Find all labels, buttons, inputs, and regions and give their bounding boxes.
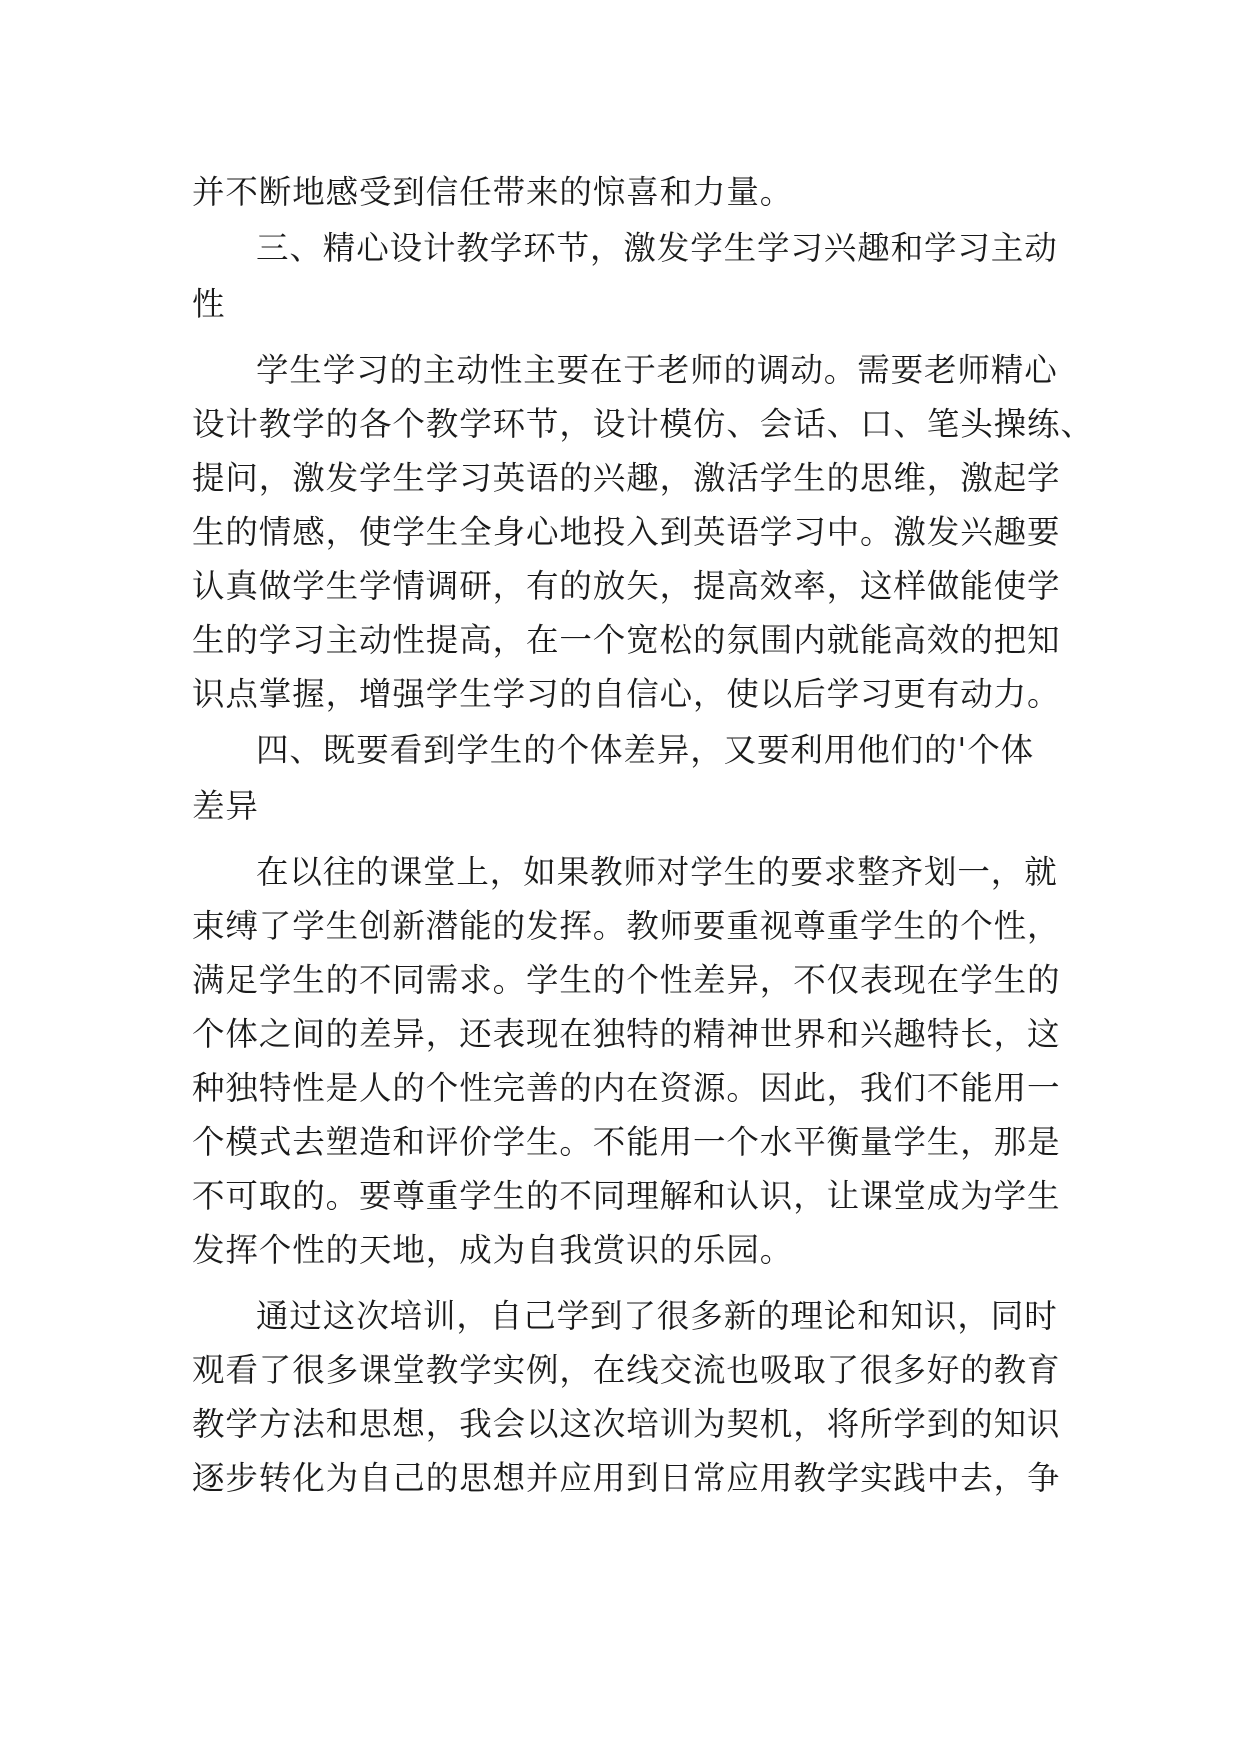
text-line: 个体之间的差异，还表现在独特的精神世界和兴趣特长，这 — [192, 1015, 1061, 1053]
text-line: 认真做学生学情调研，有的放矢，提高效率，这样做能使学 — [192, 567, 1061, 605]
text-line: 学生学习的主动性主要在于老师的调动。需要老师精心 — [256, 351, 1058, 389]
text-line: 教学方法和思想，我会以这次培训为契机，将所学到的知识 — [192, 1405, 1061, 1443]
text-line: 束缚了学生创新潜能的发挥。教师要重视尊重学生的个性， — [192, 907, 1061, 945]
text-line: 识点掌握，增强学生学习的自信心，使以后学习更有动力。 — [192, 675, 1061, 713]
section-heading-4-cont: 差异 — [192, 787, 259, 825]
text-line: 并不断地感受到信任带来的惊喜和力量。 — [192, 173, 794, 211]
text-line: 不可取的。要尊重学生的不同理解和认识，让课堂成为学生 — [192, 1177, 1061, 1215]
text-line: 观看了很多课堂教学实例，在线交流也吸取了很多好的教育 — [192, 1351, 1061, 1389]
text-line: 逐步转化为自己的思想并应用到日常应用教学实践中去，争 — [192, 1459, 1061, 1497]
section-heading-3-cont: 性 — [192, 285, 226, 323]
text-line: 提问，激发学生学习英语的兴趣，激活学生的思维，激起学 — [192, 459, 1061, 497]
section-heading-4: 四、既要看到学生的个体差异，又要利用他们的'个体 — [256, 731, 1035, 769]
text-line: 个模式去塑造和评价学生。不能用一个水平衡量学生，那是 — [192, 1123, 1061, 1161]
text-line: 生的学习主动性提高，在一个宽松的氛围内就能高效的把知 — [192, 621, 1061, 659]
text-line: 满足学生的不同需求。学生的个性差异，不仅表现在学生的 — [192, 961, 1061, 999]
text-line: 通过这次培训，自己学到了很多新的理论和知识，同时 — [256, 1297, 1058, 1335]
text-line: 在以往的课堂上，如果教师对学生的要求整齐划一，就 — [256, 853, 1058, 891]
text-line: 发挥个性的天地，成为自我赏识的乐园。 — [192, 1231, 794, 1269]
section-heading-3: 三、精心设计教学环节，激发学生学习兴趣和学习主动 — [256, 229, 1058, 267]
text-line: 种独特性是人的个性完善的内在资源。因此，我们不能用一 — [192, 1069, 1061, 1107]
text-line: 生的情感，使学生全身心地投入到英语学习中。激发兴趣要 — [192, 513, 1061, 551]
text-line: 设计教学的各个教学环节，设计模仿、会话、口、笔头操练、 — [192, 405, 1094, 443]
